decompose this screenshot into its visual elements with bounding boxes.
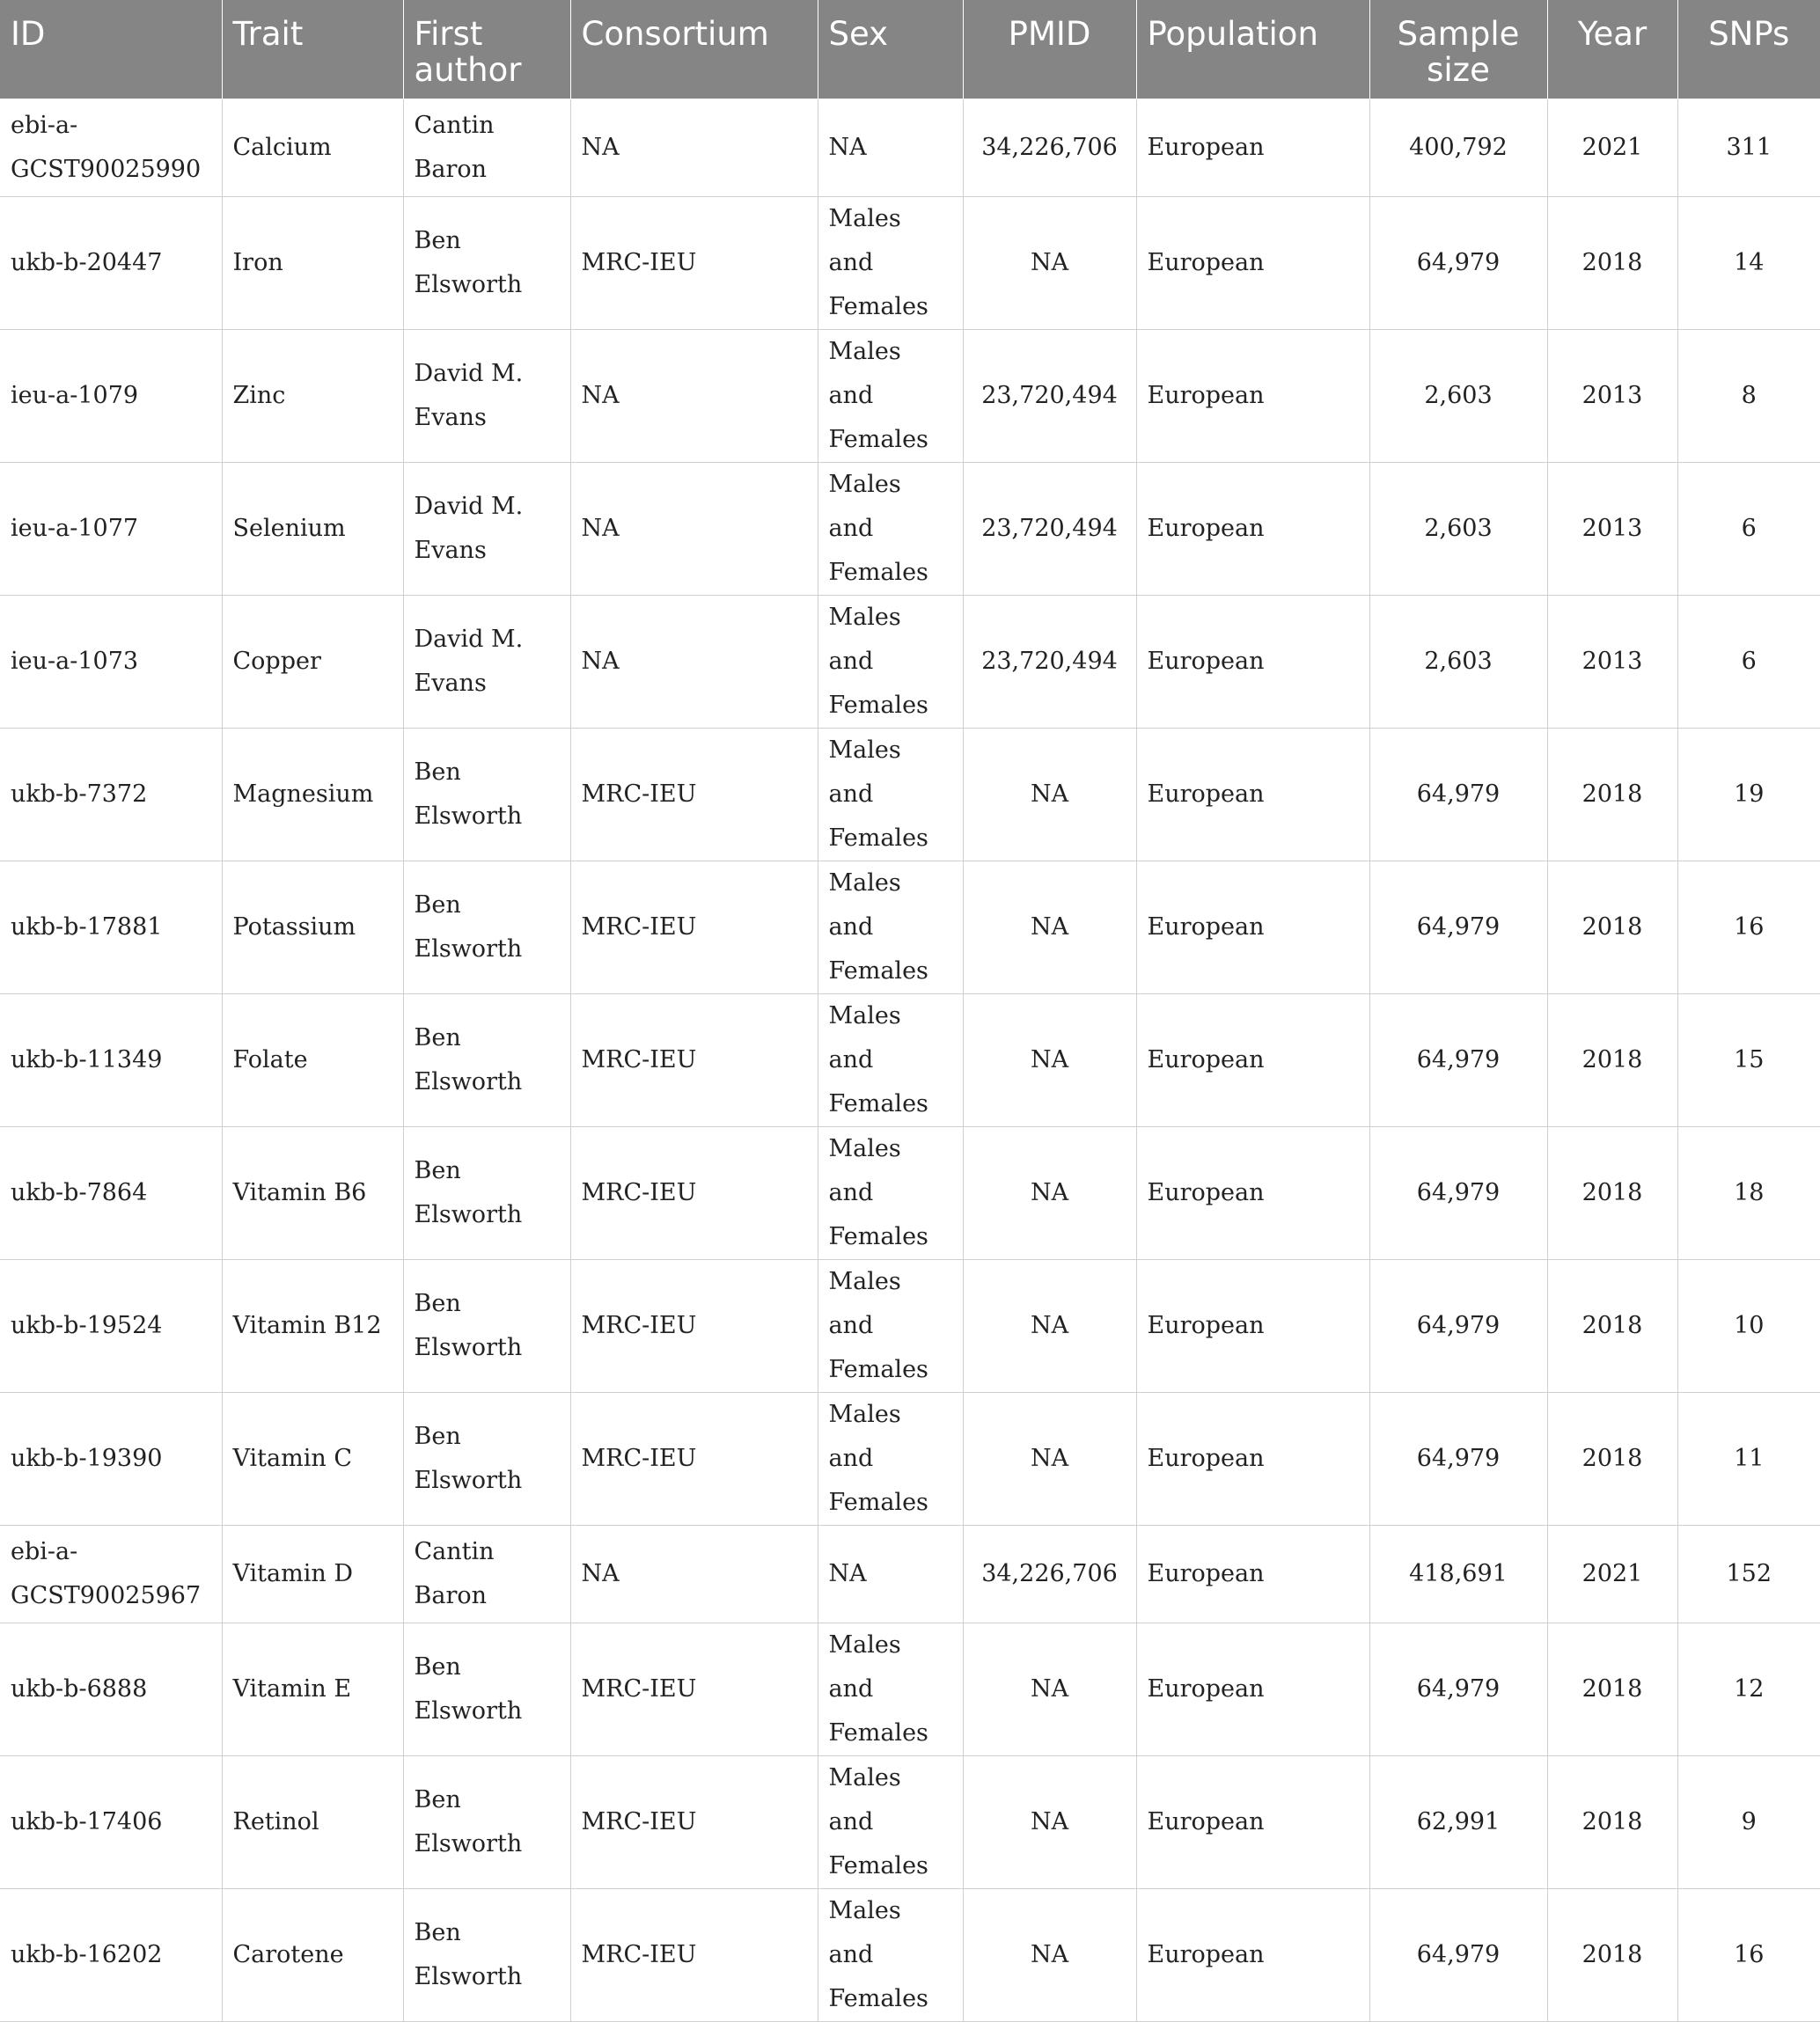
table-row (0, 99, 1820, 196)
table-row (0, 196, 1820, 329)
cell-population: European (1136, 1525, 1369, 1623)
cell-first-author: Ben Elsworth (403, 1392, 570, 1525)
cell-consortium: MRC-IEU (570, 1888, 818, 2021)
cell-sample-size: 62,991 (1369, 1755, 1547, 1888)
cell-sample-size: 64,979 (1369, 861, 1547, 993)
cell-first-author: David M. Evans (403, 329, 570, 462)
cell-id: ukb-b-17406 (0, 1755, 222, 1888)
cell-first-author: Cantin Baron (403, 1525, 570, 1623)
table-row (0, 861, 1820, 993)
cell-sex: Males and Females (818, 1888, 963, 2021)
cell-population: European (1136, 1126, 1369, 1259)
cell-pmid: NA (963, 1755, 1136, 1888)
cell-trait: Zinc (222, 329, 403, 462)
cell-id: ebi-a-GCST90025990 (0, 99, 222, 196)
cell-population: European (1136, 993, 1369, 1126)
cell-trait: Vitamin D (222, 1525, 403, 1623)
cell-sample-size: 64,979 (1369, 1126, 1547, 1259)
cell-population: European (1136, 99, 1369, 196)
table-row (0, 1623, 1820, 1755)
cell-sample-size: 64,979 (1369, 196, 1547, 329)
table-row (0, 1259, 1820, 1392)
table-row (0, 1392, 1820, 1525)
cell-id: ukb-b-20447 (0, 196, 222, 329)
cell-sex: Males and Females (818, 1755, 963, 1888)
cell-first-author: Ben Elsworth (403, 1888, 570, 2021)
table-row (0, 728, 1820, 861)
cell-first-author: Ben Elsworth (403, 196, 570, 329)
cell-id: ukb-b-7864 (0, 1126, 222, 1259)
cell-year: 2013 (1547, 462, 1677, 595)
cell-sex: Males and Females (818, 1126, 963, 1259)
cell-sample-size: 418,691 (1369, 1525, 1547, 1623)
table-row (0, 1525, 1820, 1623)
cell-year: 2018 (1547, 196, 1677, 329)
cell-year: 2018 (1547, 993, 1677, 1126)
cell-first-author: Ben Elsworth (403, 993, 570, 1126)
cell-snps: 14 (1677, 196, 1820, 329)
cell-sex: Males and Females (818, 196, 963, 329)
cell-consortium: MRC-IEU (570, 1259, 818, 1392)
cell-pmid: NA (963, 1392, 1136, 1525)
header-population[interactable]: Population (1136, 0, 1369, 99)
cell-id: ebi-a-GCST90025967 (0, 1525, 222, 1623)
cell-pmid: NA (963, 1888, 1136, 2021)
cell-first-author: Ben Elsworth (403, 1623, 570, 1755)
cell-trait: Magnesium (222, 728, 403, 861)
cell-id: ukb-b-16202 (0, 1888, 222, 2021)
cell-sex: Males and Females (818, 462, 963, 595)
cell-population: European (1136, 462, 1369, 595)
cell-trait: Retinol (222, 1755, 403, 1888)
cell-snps: 12 (1677, 1623, 1820, 1755)
cell-consortium: NA (570, 329, 818, 462)
header-snps[interactable]: SNPs (1677, 0, 1820, 99)
header-sample-size[interactable]: Sample size (1369, 0, 1547, 99)
header-id[interactable]: ID (0, 0, 222, 99)
cell-first-author: David M. Evans (403, 595, 570, 728)
cell-sex: Males and Females (818, 1392, 963, 1525)
cell-first-author: Ben Elsworth (403, 1755, 570, 1888)
cell-consortium: MRC-IEU (570, 728, 818, 861)
cell-snps: 18 (1677, 1126, 1820, 1259)
cell-trait: Calcium (222, 99, 403, 196)
cell-year: 2018 (1547, 861, 1677, 993)
cell-pmid: 34,226,706 (963, 99, 1136, 196)
cell-snps: 8 (1677, 329, 1820, 462)
cell-year: 2018 (1547, 728, 1677, 861)
cell-population: European (1136, 1259, 1369, 1392)
cell-pmid: NA (963, 993, 1136, 1126)
cell-consortium: MRC-IEU (570, 993, 818, 1126)
cell-consortium: MRC-IEU (570, 1126, 818, 1259)
cell-pmid: 23,720,494 (963, 462, 1136, 595)
cell-first-author: Ben Elsworth (403, 1259, 570, 1392)
cell-year: 2018 (1547, 1259, 1677, 1392)
cell-population: European (1136, 1623, 1369, 1755)
header-row (0, 0, 1820, 99)
cell-year: 2018 (1547, 1623, 1677, 1755)
header-sex[interactable]: Sex (818, 0, 963, 99)
cell-id: ukb-b-19390 (0, 1392, 222, 1525)
table-row (0, 329, 1820, 462)
cell-sex: Males and Females (818, 329, 963, 462)
cell-sex: Males and Females (818, 595, 963, 728)
cell-sex: Males and Females (818, 861, 963, 993)
cell-snps: 10 (1677, 1259, 1820, 1392)
cell-snps: 9 (1677, 1755, 1820, 1888)
cell-id: ukb-b-11349 (0, 993, 222, 1126)
cell-consortium: NA (570, 99, 818, 196)
cell-pmid: NA (963, 196, 1136, 329)
cell-consortium: MRC-IEU (570, 196, 818, 329)
cell-population: European (1136, 595, 1369, 728)
cell-first-author: David M. Evans (403, 462, 570, 595)
cell-snps: 152 (1677, 1525, 1820, 1623)
cell-sample-size: 2,603 (1369, 595, 1547, 728)
cell-pmid: NA (963, 1126, 1136, 1259)
cell-trait: Vitamin C (222, 1392, 403, 1525)
cell-pmid: 23,720,494 (963, 595, 1136, 728)
cell-consortium: MRC-IEU (570, 1623, 818, 1755)
cell-id: ieu-a-1077 (0, 462, 222, 595)
cell-sex: NA (818, 1525, 963, 1623)
header-trait[interactable]: Trait (222, 0, 403, 99)
cell-snps: 6 (1677, 595, 1820, 728)
cell-snps: 311 (1677, 99, 1820, 196)
cell-year: 2018 (1547, 1392, 1677, 1525)
cell-population: European (1136, 196, 1369, 329)
table-row (0, 1126, 1820, 1259)
cell-trait: Vitamin B6 (222, 1126, 403, 1259)
cell-id: ukb-b-17881 (0, 861, 222, 993)
cell-snps: 16 (1677, 861, 1820, 993)
cell-sample-size: 64,979 (1369, 993, 1547, 1126)
cell-population: European (1136, 329, 1369, 462)
table-row (0, 1888, 1820, 2021)
cell-snps: 16 (1677, 1888, 1820, 2021)
cell-consortium: NA (570, 462, 818, 595)
cell-id: ieu-a-1073 (0, 595, 222, 728)
cell-first-author: Ben Elsworth (403, 861, 570, 993)
table-row (0, 993, 1820, 1126)
cell-consortium: MRC-IEU (570, 861, 818, 993)
cell-trait: Folate (222, 993, 403, 1126)
cell-trait: Copper (222, 595, 403, 728)
table-body (0, 99, 1820, 2021)
cell-population: European (1136, 1888, 1369, 2021)
cell-population: European (1136, 1755, 1369, 1888)
cell-year: 2018 (1547, 1755, 1677, 1888)
cell-year: 2013 (1547, 329, 1677, 462)
cell-population: European (1136, 728, 1369, 861)
cell-sex: Males and Females (818, 1259, 963, 1392)
cell-pmid: NA (963, 1259, 1136, 1392)
cell-sample-size: 64,979 (1369, 1623, 1547, 1755)
cell-sex: Males and Females (818, 993, 963, 1126)
cell-pmid: NA (963, 1623, 1136, 1755)
cell-sample-size: 64,979 (1369, 728, 1547, 861)
cell-year: 2021 (1547, 99, 1677, 196)
cell-id: ukb-b-7372 (0, 728, 222, 861)
cell-trait: Vitamin B12 (222, 1259, 403, 1392)
table-row (0, 462, 1820, 595)
cell-sample-size: 2,603 (1369, 329, 1547, 462)
cell-id: ukb-b-19524 (0, 1259, 222, 1392)
cell-population: European (1136, 861, 1369, 993)
table-row (0, 1755, 1820, 1888)
cell-first-author: Cantin Baron (403, 99, 570, 196)
cell-sample-size: 400,792 (1369, 99, 1547, 196)
cell-population: European (1136, 1392, 1369, 1525)
cell-year: 2021 (1547, 1525, 1677, 1623)
table-header (0, 0, 1820, 99)
cell-consortium: MRC-IEU (570, 1392, 818, 1525)
cell-consortium: NA (570, 595, 818, 728)
cell-sample-size: 64,979 (1369, 1888, 1547, 2021)
cell-pmid: 23,720,494 (963, 329, 1136, 462)
cell-sample-size: 2,603 (1369, 462, 1547, 595)
cell-consortium: NA (570, 1525, 818, 1623)
cell-sample-size: 64,979 (1369, 1259, 1547, 1392)
cell-trait: Selenium (222, 462, 403, 595)
cell-id: ukb-b-6888 (0, 1623, 222, 1755)
cell-consortium: MRC-IEU (570, 1755, 818, 1888)
cell-trait: Iron (222, 196, 403, 329)
cell-first-author: Ben Elsworth (403, 728, 570, 861)
cell-first-author: Ben Elsworth (403, 1126, 570, 1259)
table-row (0, 595, 1820, 728)
cell-sex: NA (818, 99, 963, 196)
cell-year: 2013 (1547, 595, 1677, 728)
header-first-author[interactable]: First author (403, 0, 570, 99)
cell-snps: 6 (1677, 462, 1820, 595)
cell-pmid: NA (963, 861, 1136, 993)
cell-sample-size: 64,979 (1369, 1392, 1547, 1525)
cell-snps: 19 (1677, 728, 1820, 861)
cell-year: 2018 (1547, 1888, 1677, 2021)
cell-id: ieu-a-1079 (0, 329, 222, 462)
cell-pmid: 34,226,706 (963, 1525, 1136, 1623)
cell-pmid: NA (963, 728, 1136, 861)
cell-year: 2018 (1547, 1126, 1677, 1259)
cell-trait: Carotene (222, 1888, 403, 2021)
header-year[interactable]: Year (1547, 0, 1677, 99)
header-pmid[interactable]: PMID (963, 0, 1136, 99)
cell-sex: Males and Females (818, 728, 963, 861)
cell-snps: 15 (1677, 993, 1820, 1126)
cell-sex: Males and Females (818, 1623, 963, 1755)
header-consortium[interactable]: Consortium (570, 0, 818, 99)
cell-trait: Potassium (222, 861, 403, 993)
cell-snps: 11 (1677, 1392, 1820, 1525)
cell-trait: Vitamin E (222, 1623, 403, 1755)
